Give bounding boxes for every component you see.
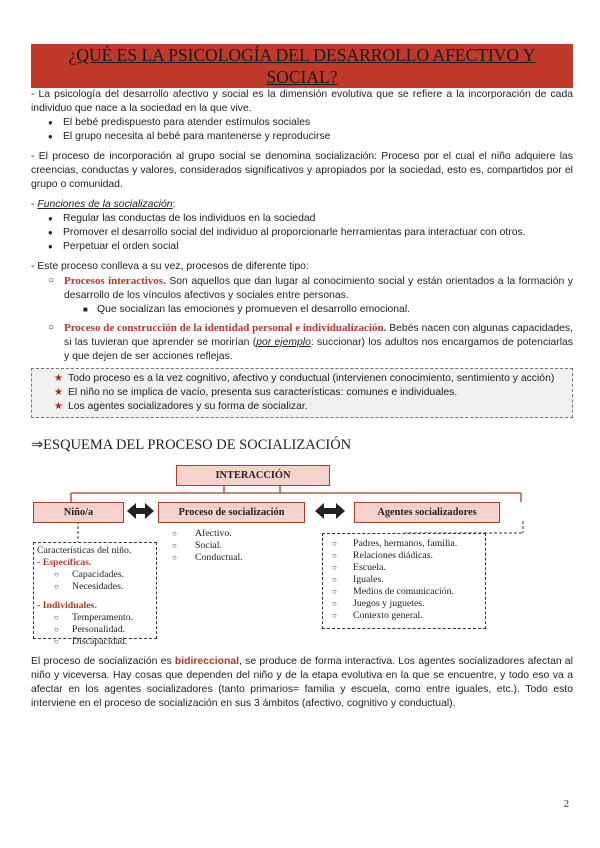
list-item: ○ Padres, hermanos, familia. bbox=[323, 538, 485, 550]
note-item: ★ Todo proceso es a la vez cognitivo, afectivo y conductual (intervienen conocimiento, sentimiento y acción) bbox=[32, 372, 564, 386]
process-interactive-sub: ■ Que socializan las emociones y promueven el desarrollo emocional. bbox=[31, 303, 573, 317]
page-number: 2 bbox=[564, 799, 569, 810]
process-dimensions-list bbox=[172, 528, 292, 564]
closing-bold: bidireccional bbox=[174, 656, 239, 667]
process-identity bbox=[31, 321, 573, 364]
agents-box: Agentes socializadores bbox=[354, 502, 500, 523]
functions-dash: - bbox=[31, 199, 38, 210]
schema-title: ⇒ESQUEMA DEL PROCESO DE SOCIALIZACIÓN bbox=[31, 437, 352, 453]
functions-heading bbox=[31, 198, 573, 212]
note-item: ★ El niño no se implica de vacío, presenta sus características: comunes e individuales. bbox=[32, 386, 564, 400]
process-interactive-text: Son aquellos que dan lugar al conocimiento social y están orientados a la formación y desarrollo de los vínculos afectivos y sociales entre personas. bbox=[64, 276, 573, 301]
list-item: ○ Necesidades. bbox=[34, 581, 156, 593]
notes-box bbox=[31, 368, 573, 418]
list-item: ○ Escuela. bbox=[323, 562, 485, 574]
agents-list-box bbox=[322, 533, 486, 629]
list-item: ● Regular las conductas de los individuos en la sociedad bbox=[31, 212, 573, 226]
list-item: ○ Contexto general. bbox=[323, 610, 485, 622]
intro-bullets bbox=[31, 116, 573, 144]
list-item: ○ Afectivo. bbox=[172, 528, 292, 540]
page-content bbox=[31, 44, 573, 711]
closing-paragraph bbox=[31, 655, 573, 711]
closing-b: , se produce de forma interactiva. Los agentes socializadores afectan al niño y viceversa. Hay cosas que dependen del niño y de la etapa evolutiva en la que se encuentre, y todo eso va a afectar en los agentes socializadores (tanto primarios= familia y escuela, como entre iguales, etc.). Todo esto interviene en el proceso de socialización en sus 3 ámbitos (afectivo, cognitivo y conductual). bbox=[31, 656, 573, 709]
note-item: ★ Los agentes socializadores y su forma de socializar. bbox=[32, 400, 564, 414]
double-arrow-right-icon bbox=[315, 503, 345, 519]
double-arrow-left-icon bbox=[127, 503, 154, 519]
process-box: Proceso de socialización bbox=[158, 502, 305, 523]
functions-heading-text: Funciones de la socialización bbox=[37, 199, 173, 210]
list-item: ○ Social. bbox=[172, 540, 292, 552]
closing-a: El proceso de socialización es bbox=[31, 656, 175, 667]
process-identity-text-b: : succionar) los adultos nos encargamos de potenciarlas y que dejen de ser acciones reflejas. bbox=[64, 337, 573, 362]
processes-intro: - Este proceso conlleva a su vez, procesos de diferente tipo: bbox=[31, 261, 309, 272]
list-item: ○ Juegos y juguetes. bbox=[323, 598, 485, 610]
list-item: ○ Iguales. bbox=[323, 574, 485, 586]
process-interactive bbox=[31, 274, 573, 303]
list-item: ● El grupo necesita al bebé para mantenerse y reproducirse bbox=[31, 130, 573, 144]
list-item: ○ Capacidades. bbox=[34, 569, 156, 581]
list-item: ● El bebé predispuesto para atender estímulos sociales bbox=[31, 116, 573, 130]
page-title: ¿QUÉ ES LA PSICOLOGÍA DEL DESARROLLO AFECTIVO Y SOCIAL? bbox=[31, 44, 573, 88]
list-item: ○ Medios de comunicación. bbox=[323, 586, 485, 598]
individual-label: - Individuales. bbox=[37, 600, 97, 611]
list-item: ○ Discapacidad. bbox=[34, 636, 156, 648]
processes-list bbox=[31, 274, 573, 364]
child-box: Niño/a bbox=[33, 502, 124, 523]
interaction-box: INTERACCIÓN bbox=[176, 465, 330, 486]
list-item: ○ Relaciones diádicas. bbox=[323, 550, 485, 562]
intro-paragraph: - La psicología del desarrollo afectivo y social es la dimensión evolutiva que se refiere a la incorporación de cada individuo que nace a la sociedad en la que vive. bbox=[31, 89, 573, 114]
process-interactive-title: Procesos interactivos. bbox=[64, 275, 166, 287]
list-item: ● Perpetuar el orden social bbox=[31, 240, 573, 254]
child-box-heading: Características del niño. bbox=[37, 545, 132, 556]
process-identity-example: por ejemplo bbox=[256, 337, 311, 348]
process-identity-title: Proceso de construcción de la identidad personal e individualización. bbox=[64, 322, 387, 334]
process-identity-text-a: Bebés nacen con algunas capacidades, si las tuvieran que aprender se morirían ( bbox=[64, 323, 573, 348]
socialization-definition: - El proceso de incorporación al grupo social se denomina socialización: Proceso por el cual el niño adquiere las creencias, conductas y valores, considerados significativos y apropiados por la sociedad, esto es, compartidos por el grupo o comunidad. bbox=[31, 151, 573, 190]
functions-colon: : bbox=[172, 199, 176, 210]
socialization-diagram bbox=[31, 460, 573, 645]
list-item: ○ Conductual. bbox=[172, 552, 292, 564]
list-item: ○ Personalidad. bbox=[34, 624, 156, 636]
list-item: ● Promover el desarrollo social del individuo al proporcionarle herramientas para interactuar con otros. bbox=[31, 226, 573, 240]
specific-label: - Específicas. bbox=[37, 557, 92, 568]
child-characteristics-box bbox=[33, 542, 157, 647]
functions-list bbox=[31, 212, 573, 254]
title-wrap bbox=[31, 44, 573, 88]
list-item: ○ Temperamento. bbox=[34, 612, 156, 624]
